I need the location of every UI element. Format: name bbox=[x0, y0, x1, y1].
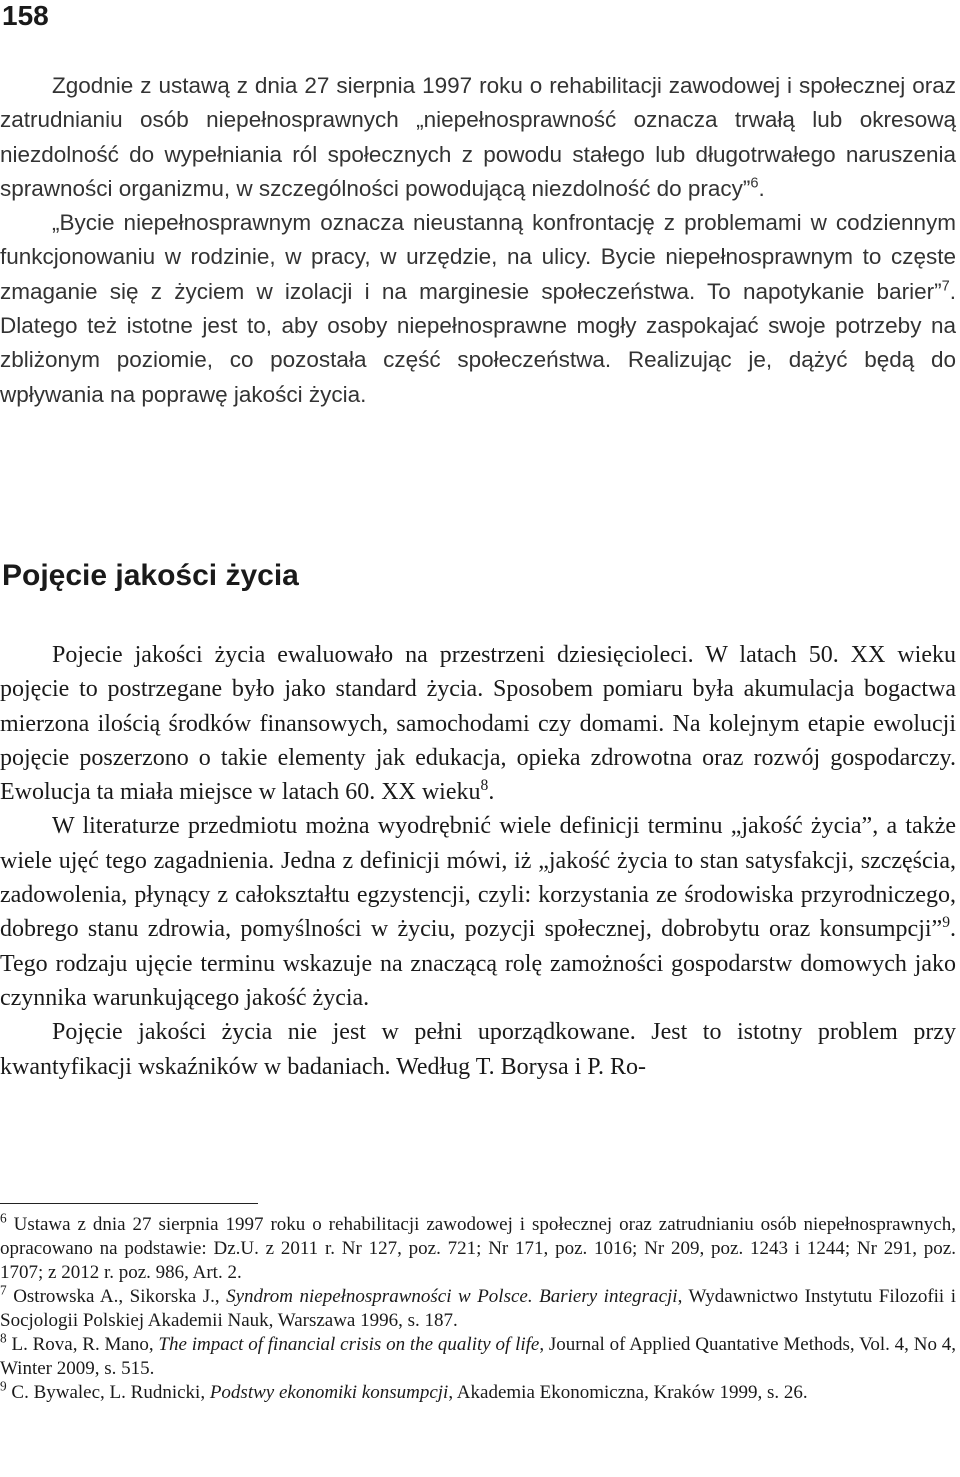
footnote-text: Ustawa z dnia 27 sierpnia 1997 roku o rehabilitacji zawodowej i społecznej oraz zatrudnianiu osób niepełnosprawnych, opracowano na podstawie: Dz.U. z 2011 r. Nr 127, poz. 721; Nr 171, poz. 1016; Nr 209, poz. 1243 i 1244; Nr 291, poz. 1707; z 2012 r. poz. 986, Art. 2. bbox=[0, 1214, 956, 1283]
footnote-title: The impact of financial crisis on the quality of life bbox=[158, 1334, 540, 1355]
footnote-authors: Ostrowska A., Sikorska J., bbox=[13, 1286, 227, 1307]
paragraph-end: . bbox=[758, 175, 765, 201]
footnote-authors: L. Rova, R. Mano, bbox=[11, 1334, 159, 1355]
footnote-6 bbox=[0, 1210, 956, 1285]
intro-section bbox=[0, 69, 956, 412]
footnote-separator bbox=[0, 1203, 258, 1204]
section-heading: Pojęcie jakości życia bbox=[2, 559, 299, 592]
paragraph-text: „Bycie niepełnosprawnym oznacza nieustanną konfrontację z problemami w codziennym funkcjonowaniu w rodzinie, w pracy, w urzędzie, na ulicy. Bycie niepełnosprawnym to częste zmaganie się z życiem w izolacji i na marginesie społeczeństwa. To napotykanie barier” bbox=[0, 210, 956, 304]
paragraph-disability-definition bbox=[0, 69, 956, 206]
footnote-number: 8 bbox=[0, 1330, 7, 1346]
paragraph-text-continued: . Dlatego też istotne jest to, aby osoby niepełnosprawne mogły zaspokajać swoje potrzeby na zbliżonym poziomie, co pozostała część społeczeństwa. Realizując je, dążyć będą do wpływania na poprawę jakości życia. bbox=[0, 278, 956, 407]
footnote-title: Podstwy ekonomiki konsumpcji bbox=[209, 1382, 449, 1403]
footnote-9 bbox=[0, 1378, 956, 1405]
paragraph-text: Pojęcie jakości życia nie jest w pełni uporządkowane. Jest to istotny problem przy kwantyfikacji wskaźników w badaniach. Według T. Borysa i P. Ro- bbox=[0, 1019, 956, 1080]
page-number: 158 bbox=[2, 0, 49, 31]
footnote-ref-8[interactable]: 8 bbox=[480, 777, 489, 795]
footnote-8 bbox=[0, 1330, 957, 1381]
footnote-number: 9 bbox=[0, 1378, 7, 1394]
footnote-authors: C. Bywalec, L. Rudnicki, bbox=[11, 1382, 210, 1403]
footnote-number: 7 bbox=[0, 1282, 7, 1298]
footnote-number: 6 bbox=[0, 1210, 7, 1226]
paragraph-text: Pojecie jakości życia ewaluowało na przestrzeni dziesięcioleci. W latach 50. XX wieku pojęcie to postrzegane było jako standard życia. Sposobem pomiaru była akumulacja bogactwa mierzona ilością środków finansowych, samochodami czy domami. Na kolejnym etapie ewolucji pojęcie poszerzono o takie elementy jak edukacja, opieka zdrowotna oraz rozwój gospodarczy. Ewolucja ta miała miejsce w latach 60. XX wieku bbox=[0, 642, 956, 806]
footnote-7 bbox=[0, 1282, 956, 1333]
paragraph-measurement bbox=[0, 1015, 956, 1084]
footnotes bbox=[0, 1210, 957, 1405]
quality-of-life-section bbox=[0, 638, 956, 1084]
paragraph-text: W literaturze przedmiotu można wyodrębnić wiele definicji terminu „jakość życia”, a także wiele ujęć tego zagadnienia. Jedna z definicji mówi, iż „jakość życia to stan satysfakcji, szczęścia, zadowolenia, płynący z całokształtu egzystencji, czyli: korzystania ze środowiska przyrodniczego, dobrego stanu zdrowia, pomyślności w życiu, pozycji społecznej, dobrobytu oraz konsumpcji” bbox=[0, 813, 956, 943]
paragraph-end: . bbox=[488, 779, 495, 806]
footnote-ref-7[interactable]: 7 bbox=[941, 278, 950, 295]
footnote-publisher: , Wydawnictwo Instytutu Filozofii i Socjologii Polskiej Akademii Nauk, Warszawa 1996, s. 187. bbox=[0, 1286, 956, 1331]
paragraph-history bbox=[0, 638, 956, 809]
footnote-publisher: , Journal of Applied Quantative Methods, Vol. 4, No 4, Winter 2009, s. 515. bbox=[0, 1334, 957, 1379]
footnote-ref-9[interactable]: 9 bbox=[942, 914, 950, 932]
paragraph-disability-barriers bbox=[0, 206, 956, 412]
footnote-ref-6[interactable]: 6 bbox=[750, 175, 759, 192]
footnote-title: Syndrom niepełnosprawności w Polsce. Bariery integracji bbox=[226, 1286, 678, 1307]
paragraph-text: Zgodnie z ustawą z dnia 27 sierpnia 1997 roku o rehabilitacji zawodowej i społecznej oraz zatrudnianiu osób niepełnosprawnych „niepełnosprawność oznacza trwałą lub okresową niezdolność do wypełniania ról społecznych z powodu stałego lub długotrwałego naruszenia sprawności organizmu, w szczególności powodującą niezdolność do pracy” bbox=[0, 73, 956, 201]
footnote-publisher: , Akademia Ekonomiczna, Kraków 1999, s. 26. bbox=[448, 1382, 808, 1403]
paragraph-definitions bbox=[0, 809, 956, 1015]
paragraph-text-continued: . Tego rodzaju ujęcie terminu wskazuje na znaczącą rolę zamożności gospodarstw domowych jako czynnika warunkującego jakość życia. bbox=[0, 916, 956, 1011]
